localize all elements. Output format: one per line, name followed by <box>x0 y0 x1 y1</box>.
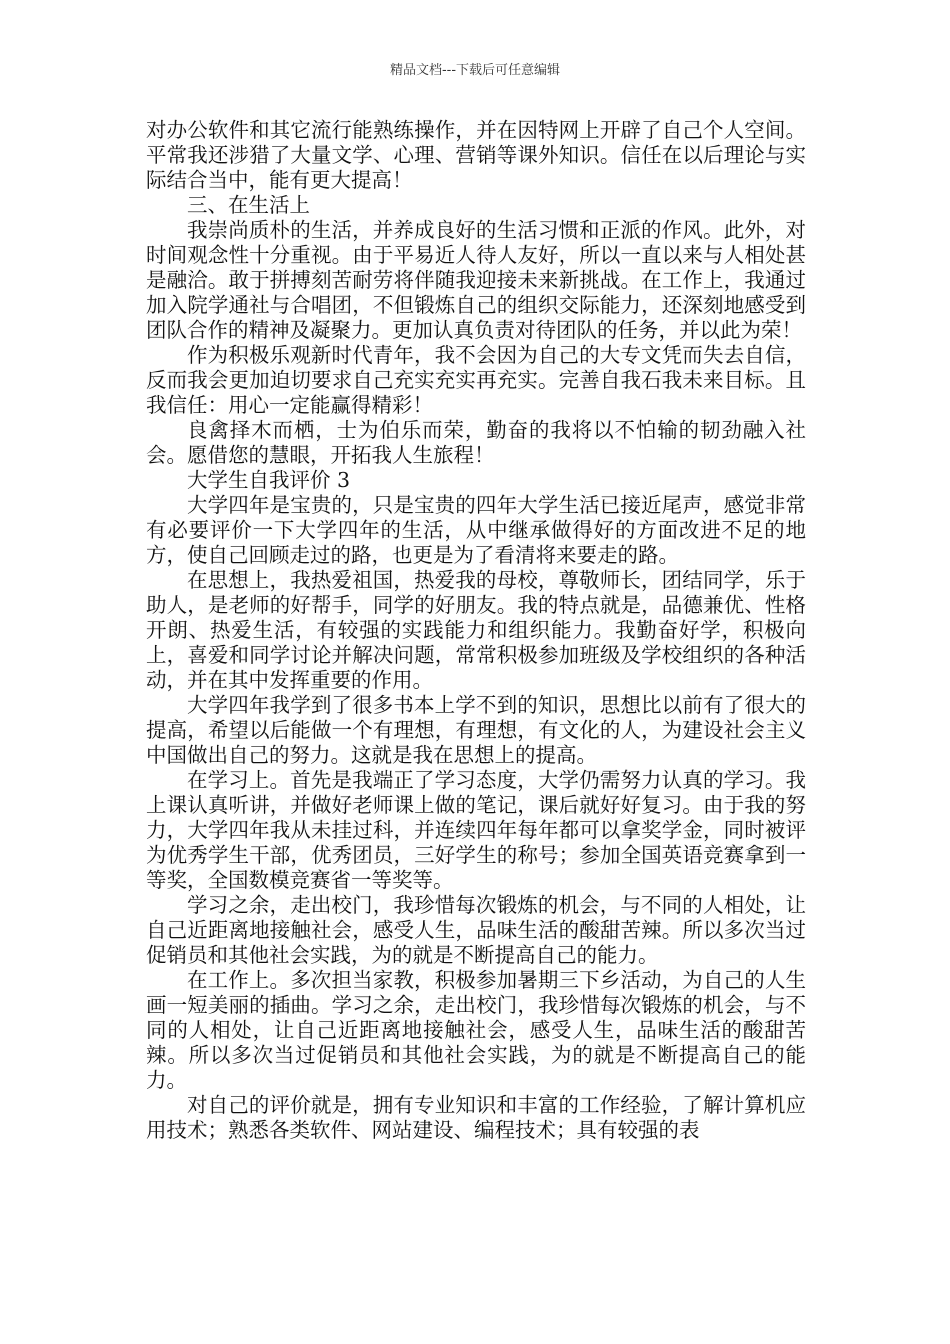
paragraph: 学习之余，走出校门，我珍惜每次锻炼的机会，与不同的人相处，让自己近距离地接触社会，感受人生，品味生活的酸甜苦辣。所以多次当过促销员和其他社会实践，为的就是不断提高自己的能力。 <box>146 893 806 967</box>
section-heading-life: 三、在生活上 <box>187 193 310 217</box>
paragraph: 我崇尚质朴的生活，并养成良好的生活习惯和正派的作风。此外，对时间观念性十分重视。由于平易近人待人友好，所以一直以来与人相处甚是融洽。敢于拼搏刻苦耐劳将伴随我迎接未来新挑战。在工作上，我通过加入院学通社与合唱团，不但锻炼自己的组织交际能力，还深刻地感受到团队合作的精神及凝聚力。更加认真负责对待团队的任务，并以此为荣！ <box>146 218 806 342</box>
paragraph-continued: 对办公软件和其它流行能熟练操作，并在因特网上开辟了自己个人空间。平常我还涉猎了大量文学、心理、营销等课外知识。信任在以后理论与实际结合当中，能有更大提高！ <box>146 118 806 192</box>
document-body <box>146 118 806 1143</box>
paragraph: 在工作上。多次担当家教，积极参加暑期三下乡活动，为自己的人生画一短美丽的插曲。学习之余，走出校门，我珍惜每次锻炼的机会，与不同的人相处，让自己近距离地接触社会，感受人生，品味生活的酸甜苦辣。所以多次当过促销员和其他社会实践，为的就是不断提高自己的能力。 <box>146 968 806 1092</box>
paragraph: 作为积极乐观新时代青年，我不会因为自己的大专文凭而失去自信，反而我会更加迫切要求自己充实充实再充实。完善自我石我未来目标。且我信任：用心一定能赢得精彩！ <box>146 343 806 417</box>
paragraph: 在思想上，我热爱祖国，热爱我的母校，尊敬师长，团结同学，乐于助人，是老师的好帮手，同学的好朋友。我的特点就是，品德兼优、性格开朗、热爱生活，有较强的实践能力和组织能力。我勤奋好学，积极向上，喜爱和同学讨论并解决问题，常常积极参加班级及学校组织的各种活动，并在其中发挥重要的作用。 <box>146 568 806 692</box>
section-heading-self-evaluation: 大学生自我评价 3 <box>187 468 351 492</box>
paragraph: 对自己的评价就是，拥有专业知识和丰富的工作经验，了解计算机应用技术；熟悉各类软件、网站建设、编程技术；具有较强的表 <box>146 1093 806 1142</box>
paragraph: 良禽择木而栖，士为伯乐而荣，勤奋的我将以不怕输的韧劲融入社会。愿借您的慧眼，开拓我人生旅程！ <box>146 418 806 467</box>
page-header: 精品文档---下载后可任意编辑 <box>389 63 561 78</box>
paragraph: 大学四年是宝贵的，只是宝贵的四年大学生活已接近尾声，感觉非常有必要评价一下大学四年的生活，从中继承做得好的方面改进不足的地方，使自己回顾走过的路，也更是为了看清将来要走的路。 <box>146 493 806 567</box>
paragraph: 在学习上。首先是我端正了学习态度，大学仍需努力认真的学习。我上课认真听讲，并做好老师课上做的笔记，课后就好好复习。由于我的努力，大学四年我从未挂过科，并连续四年每年都可以拿奖学金，同时被评为优秀学生干部，优秀团员，三好学生的称号；参加全国英语竞赛拿到一等奖，全国数模竞赛省一等奖等。 <box>146 768 806 892</box>
paragraph: 大学四年我学到了很多书本上学不到的知识，思想比以前有了很大的提高，希望以后能做一个有理想，有理想，有文化的人，为建设社会主义中国做出自己的努力。这就是我在思想上的提高。 <box>146 693 806 767</box>
